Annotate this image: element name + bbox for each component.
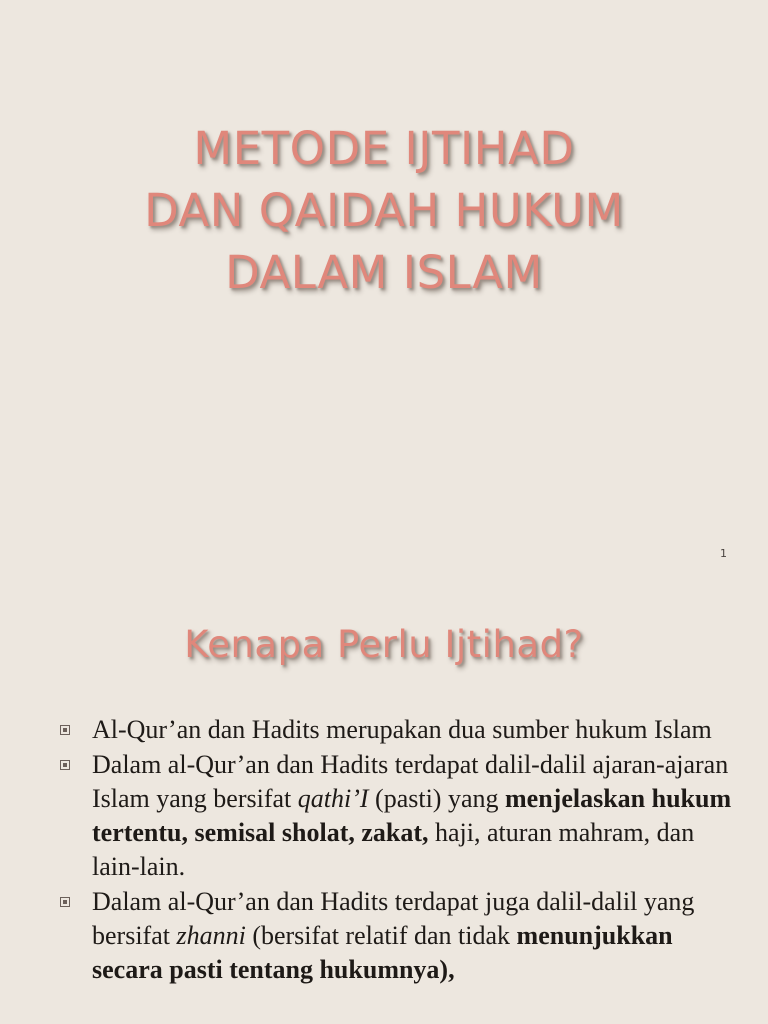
- bullet-item: [0, 713, 768, 747]
- title-line-2: DAN QAIDAH HUKUM: [144, 184, 624, 237]
- bullet-text: (pasti) yang: [368, 784, 505, 813]
- title-line-3: DALAM ISLAM: [225, 246, 543, 299]
- bullet-bold-text: menjelaskan hukum tertentu, semisal sholat, zakat,: [92, 784, 732, 847]
- square-bullet-icon: [60, 760, 70, 770]
- square-bullet-icon: [60, 725, 70, 735]
- bullet-item: [0, 885, 768, 987]
- page-number: 1: [720, 547, 727, 560]
- bullet-italic-term: zhanni: [176, 921, 246, 950]
- bullet-text: Dalam al-Qur’an dan Hadits terdapat dalil-dalil ajaran-ajaran Islam yang bersifat: [92, 750, 729, 813]
- bullet-italic-term: qathi’I: [297, 784, 369, 813]
- bullet-text: Al-Qur’an dan Hadits merupakan dua sumber hukum Islam: [92, 715, 712, 744]
- bullet-item: [0, 748, 768, 884]
- slide-title: Kenapa Perlu Ijtihad?: [184, 623, 584, 666]
- bullet-list: [0, 713, 768, 988]
- square-bullet-icon: [60, 897, 70, 907]
- bullet-text: (bersifat relatif dan tidak: [245, 921, 517, 950]
- bullet-bold-text: menunjukkan secara pasti tentang hukumnya),: [92, 921, 673, 984]
- slide-2: [0, 576, 768, 1024]
- bullet-text: Dalam al-Qur’an dan Hadits terdapat juga dalil-dalil yang bersifat: [92, 887, 695, 950]
- slide-title: [0, 118, 768, 304]
- title-line-1: METODE IJTIHAD: [193, 122, 575, 175]
- bullet-text: haji, aturan mahram, dan lain-lain.: [92, 818, 695, 881]
